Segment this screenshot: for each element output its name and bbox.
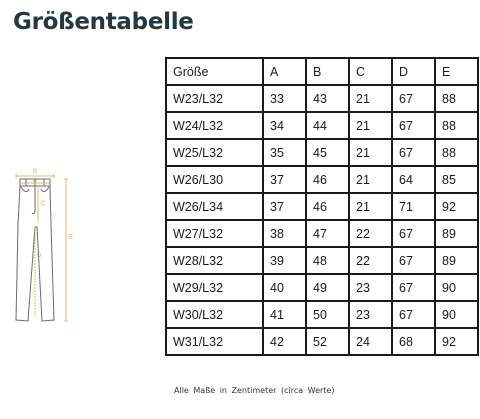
footnote: Alle Maße in Zentimeter (circa Werte) xyxy=(174,386,335,395)
cell-size: W26/L34 xyxy=(166,193,263,220)
table-row xyxy=(166,166,478,193)
cell-a: 38 xyxy=(263,220,306,247)
cell-b: 49 xyxy=(306,274,349,301)
table-row xyxy=(166,85,478,112)
cell-b: 46 xyxy=(306,193,349,220)
cell-b: 45 xyxy=(306,139,349,166)
table-row xyxy=(166,247,478,274)
table-row xyxy=(166,139,478,166)
cell-d: 67 xyxy=(392,85,435,112)
cell-e: 88 xyxy=(435,112,478,139)
table-row xyxy=(166,274,478,301)
cell-c: 21 xyxy=(349,193,392,220)
cell-b: 50 xyxy=(306,301,349,328)
cell-a: 40 xyxy=(263,274,306,301)
cell-b: 44 xyxy=(306,112,349,139)
cell-a: 35 xyxy=(263,139,306,166)
cell-e: 92 xyxy=(435,193,478,220)
cell-e: 88 xyxy=(435,85,478,112)
cell-e: 90 xyxy=(435,274,478,301)
cell-d: 67 xyxy=(392,274,435,301)
cell-c: 21 xyxy=(349,85,392,112)
cell-d: 67 xyxy=(392,247,435,274)
cell-size: W27/L32 xyxy=(166,220,263,247)
cell-e: 90 xyxy=(435,301,478,328)
cell-size: W25/L32 xyxy=(166,139,263,166)
cell-a: 39 xyxy=(263,247,306,274)
label-c: C xyxy=(41,201,46,207)
cell-d: 67 xyxy=(392,139,435,166)
label-d: D xyxy=(37,253,42,259)
cell-e: 85 xyxy=(435,166,478,193)
cell-d: 71 xyxy=(392,193,435,220)
cell-a: 33 xyxy=(263,85,306,112)
cell-c: 24 xyxy=(349,328,392,355)
table-row xyxy=(166,220,478,247)
header-d: D xyxy=(392,58,435,85)
cell-e: 89 xyxy=(435,220,478,247)
cell-c: 22 xyxy=(349,220,392,247)
cell-size: W28/L32 xyxy=(166,247,263,274)
cell-size: W26/L30 xyxy=(166,166,263,193)
cell-a: 42 xyxy=(263,328,306,355)
cell-e: 89 xyxy=(435,247,478,274)
cell-a: 37 xyxy=(263,166,306,193)
cell-size: W29/L32 xyxy=(166,274,263,301)
table-row xyxy=(166,328,478,355)
cell-e: 92 xyxy=(435,328,478,355)
cell-b: 52 xyxy=(306,328,349,355)
label-e: E xyxy=(69,235,74,241)
cell-b: 48 xyxy=(306,247,349,274)
cell-size: W24/L32 xyxy=(166,112,263,139)
jeans-measurement-icon xyxy=(8,165,80,395)
cell-d: 67 xyxy=(392,112,435,139)
cell-d: 67 xyxy=(392,220,435,247)
cell-e: 88 xyxy=(435,139,478,166)
cell-c: 21 xyxy=(349,166,392,193)
table-row xyxy=(166,301,478,328)
cell-c: 23 xyxy=(349,301,392,328)
header-e: E xyxy=(435,58,478,85)
jeans-measurement-diagram xyxy=(8,165,80,395)
cell-b: 47 xyxy=(306,220,349,247)
cell-a: 34 xyxy=(263,112,306,139)
table-row xyxy=(166,112,478,139)
cell-size: W30/L32 xyxy=(166,301,263,328)
cell-size: W23/L32 xyxy=(166,85,263,112)
cell-b: 43 xyxy=(306,85,349,112)
cell-b: 46 xyxy=(306,166,349,193)
header-b: B xyxy=(306,58,349,85)
label-a: A xyxy=(33,178,38,184)
header-groesse: Größe xyxy=(166,58,263,85)
page-title: Größentabelle xyxy=(13,9,194,35)
cell-c: 22 xyxy=(349,247,392,274)
size-table xyxy=(165,57,479,356)
cell-c: 23 xyxy=(349,274,392,301)
table-row xyxy=(166,193,478,220)
cell-a: 41 xyxy=(263,301,306,328)
table-header-row xyxy=(166,58,478,85)
cell-a: 37 xyxy=(263,193,306,220)
cell-size: W31/L32 xyxy=(166,328,263,355)
label-b: B xyxy=(33,169,38,175)
header-c: C xyxy=(349,58,392,85)
cell-d: 67 xyxy=(392,301,435,328)
cell-c: 21 xyxy=(349,139,392,166)
header-a: A xyxy=(263,58,306,85)
cell-d: 64 xyxy=(392,166,435,193)
cell-c: 21 xyxy=(349,112,392,139)
cell-d: 68 xyxy=(392,328,435,355)
